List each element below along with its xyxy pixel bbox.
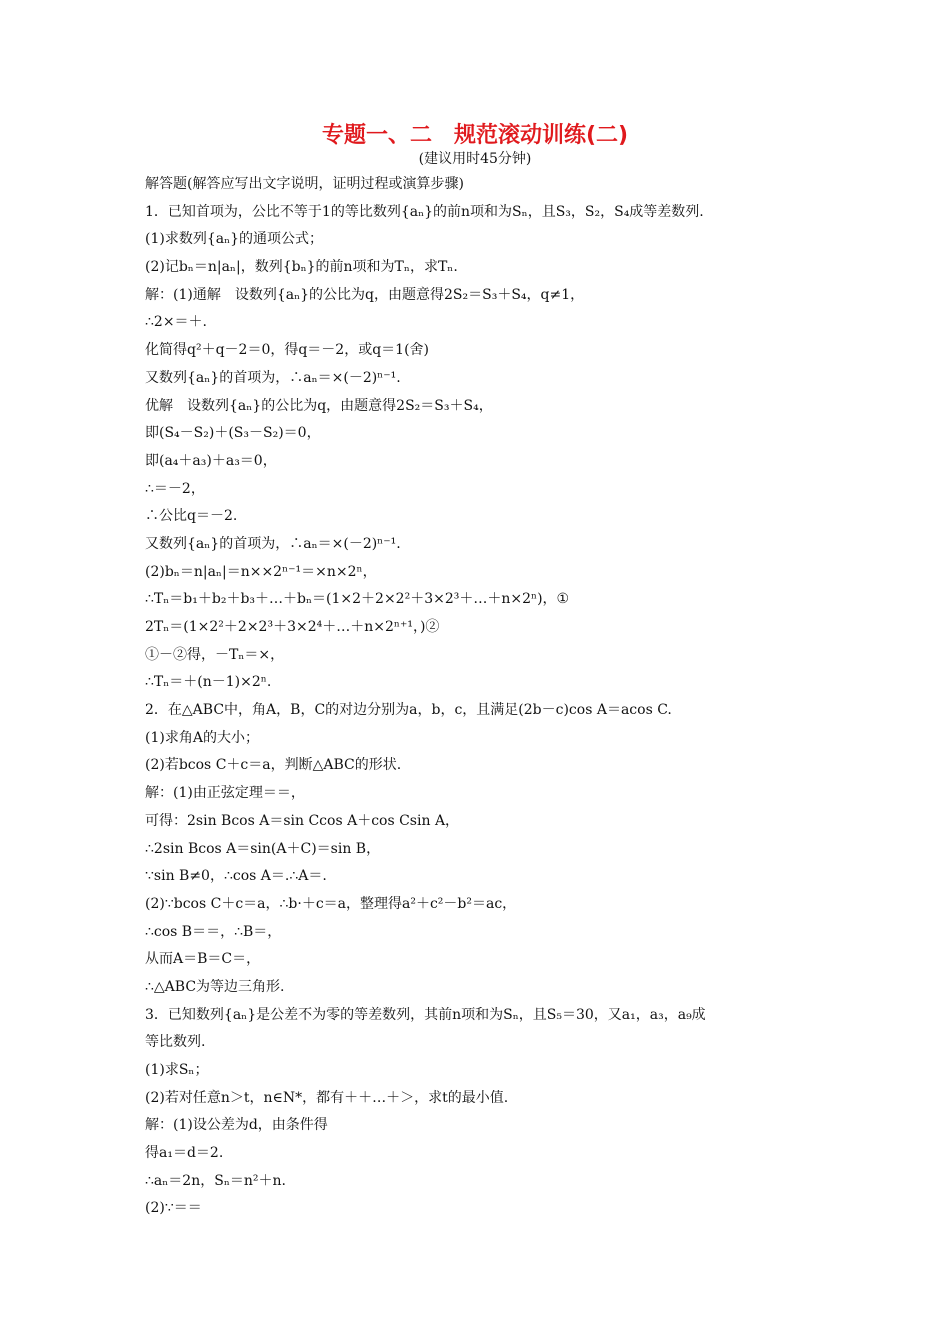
- text-line: 可得：2sin Bcos A＝sin Ccos A＋cos Csin A，: [145, 812, 460, 829]
- text-line: ∴2×＝＋.: [145, 314, 207, 331]
- text-line: 等比数列.: [145, 1034, 206, 1051]
- text-line: 即(S₄－S₂)＋(S₃－S₂)＝0，: [145, 425, 321, 442]
- text-line: ∴△ABC为等边三角形.: [145, 978, 285, 995]
- text-line: (2)∵＝＝: [145, 1200, 202, 1217]
- text-line: 2Tₙ＝(1×2²＋2×2³＋3×2⁴＋…＋n×2ⁿ⁺¹，)②: [145, 619, 440, 635]
- page-subtitle: (建议用时45分钟): [418, 151, 532, 167]
- text-line: 从而A＝B＝C＝，: [145, 951, 261, 968]
- text-line: ∴cos B＝＝，∴B＝，: [145, 923, 282, 940]
- text-line: (2)若bcos C＋c＝a，判断△ABC的形状.: [145, 757, 402, 774]
- text-line: (1)求数列{aₙ}的通项公式；: [145, 231, 324, 248]
- text-line: ①－②得，－Tₙ＝×，: [145, 646, 285, 663]
- text-line: ∴2sin Bcos A＝sin(A＋C)＝sin B，: [145, 840, 381, 857]
- text-line: 化简得q²＋q－2＝0，得q＝－2，或q＝1(舍): [145, 342, 430, 359]
- text-line: (2)记bₙ＝n|aₙ|，数列{bₙ}的前n项和为Tₙ，求Tₙ.: [145, 259, 458, 276]
- document-body: [145, 171, 810, 1223]
- page-title: 专题一、二 规范滚动训练(二): [321, 123, 629, 148]
- text-line: 得a₁＝d＝2.: [145, 1145, 224, 1162]
- text-line: ∴Tₙ＝＋(n－1)×2ⁿ.: [145, 674, 272, 691]
- text-line: ∴Tₙ＝b₁＋b₂＋b₃＋…＋bₙ＝(1×2＋2×2²＋3×2³＋…＋n×2ⁿ)，①: [145, 591, 570, 608]
- text-line: (1)求角A的大小；: [145, 729, 259, 746]
- text-line: 又数列{aₙ}的首项为，∴aₙ＝×(－2)ⁿ⁻¹.: [145, 369, 401, 386]
- text-line: 解：(1)通解 设数列{aₙ}的公比为q，由题意得2S₂＝S₃＋S₄，q≠1，: [145, 286, 585, 303]
- text-line: 2．在△ABC中，角A，B，C的对边分别为a，b，c，且满足(2b－c)cos A＝acos C.: [145, 702, 672, 719]
- text-line: (1)求Sₙ；: [145, 1062, 209, 1078]
- text-line: (2)∵bcos C＋c＝a，∴b·＋c＝a，整理得a²＋c²－b²＝ac，: [145, 895, 517, 912]
- text-line: 即(a₄＋a₃)＋a₃＝0，: [145, 452, 277, 469]
- text-line: 优解 设数列{aₙ}的公比为q，由题意得2S₂＝S₃＋S₄，: [145, 397, 493, 414]
- text-line: ∴＝－2，: [145, 480, 205, 497]
- text-line: 1．已知首项为，公比不等于1的等比数列{aₙ}的前n项和为Sₙ，且S₃，S₂，S₄成等差数列.: [145, 203, 704, 220]
- text-line: 解：(1)设公差为d，由条件得: [145, 1117, 328, 1134]
- text-line: 解：(1)由正弦定理＝＝，: [145, 785, 305, 802]
- text-line: (2)bₙ＝n|aₙ|＝n××2ⁿ⁻¹＝×n×2ⁿ，: [145, 563, 377, 580]
- text-line: ∴公比q＝－2.: [145, 508, 238, 525]
- text-line: ∵sin B≠0，∴cos A＝.∴A＝.: [145, 868, 327, 885]
- text-line: 又数列{aₙ}的首项为，∴aₙ＝×(－2)ⁿ⁻¹.: [145, 535, 401, 552]
- text-line: (2)若对任意n＞t，n∈N*，都有＋＋…＋＞，求t的最小值.: [145, 1089, 509, 1106]
- text-line: 解答题(解答应写出文字说明，证明过程或演算步骤): [145, 176, 464, 192]
- text-line: 3．已知数列{aₙ}是公差不为零的等差数列，其前n项和为Sₙ，且S₅＝30，又a₁，a₃，a₉成: [145, 1006, 706, 1023]
- text-line: ∴aₙ＝2n，Sₙ＝n²＋n.: [145, 1172, 286, 1189]
